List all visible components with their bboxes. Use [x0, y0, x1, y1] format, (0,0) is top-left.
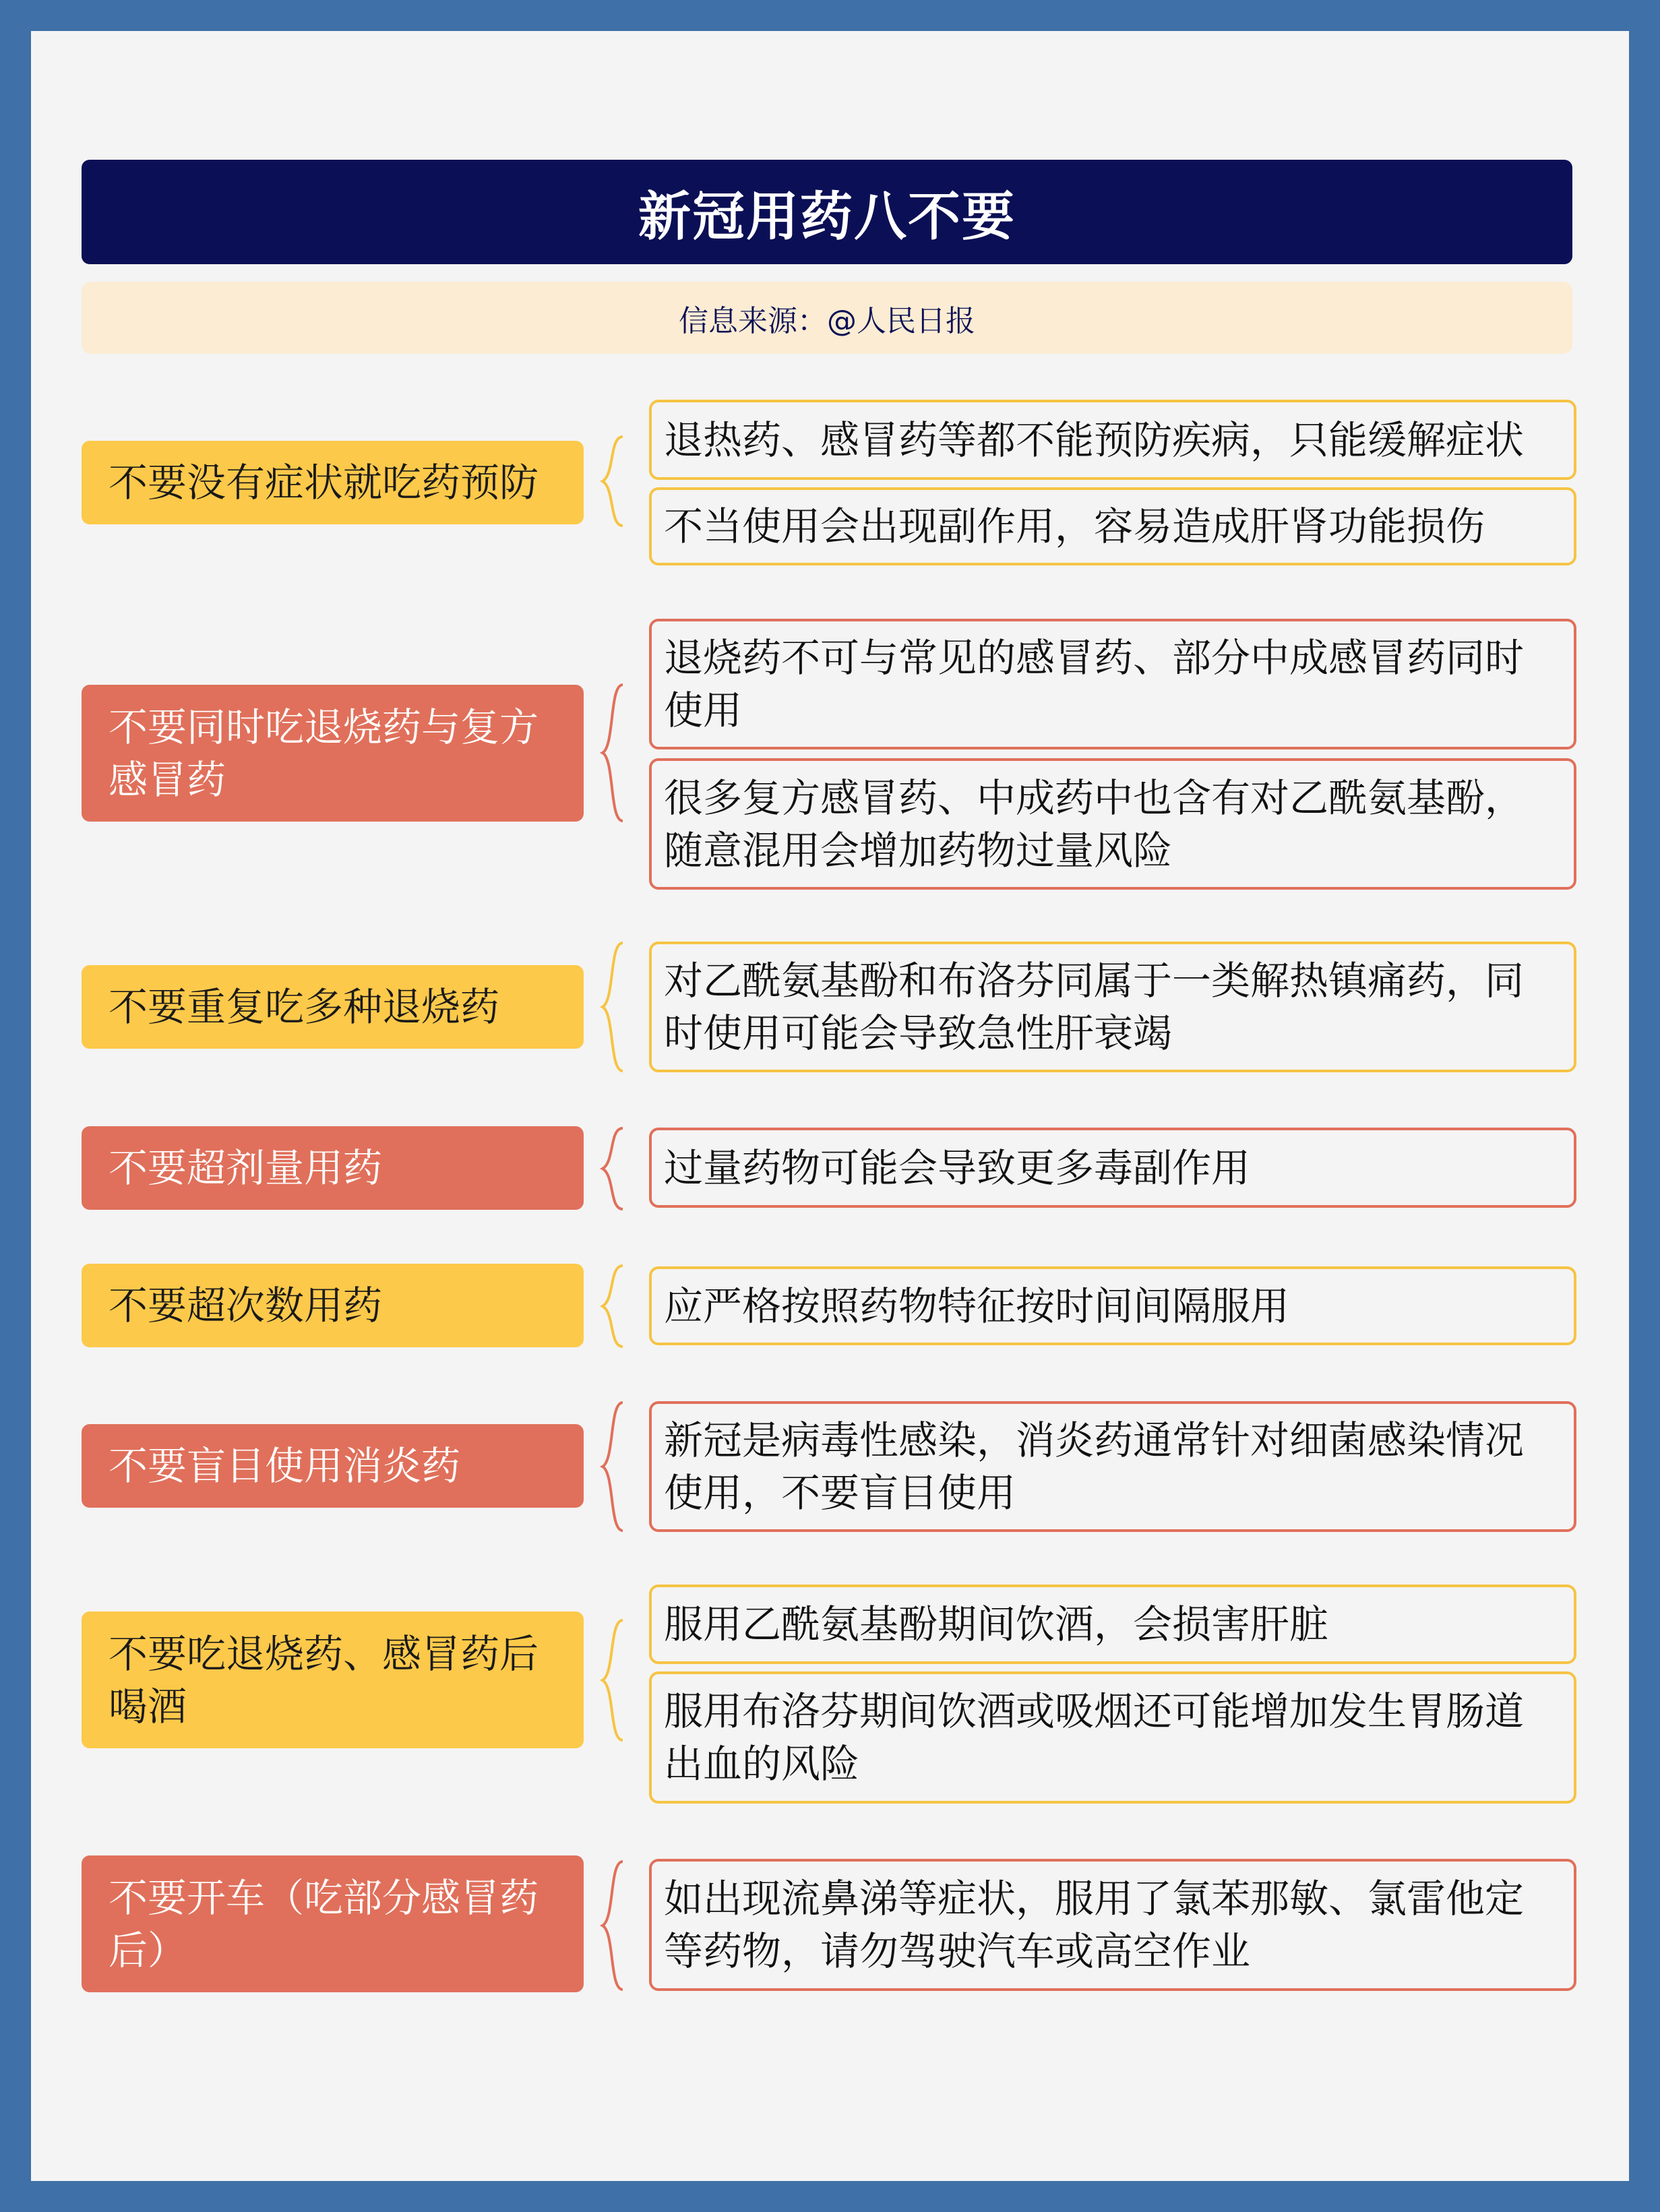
brace-icon — [598, 434, 628, 528]
rule-detail-2b: 很多复方感冒药、中成药中也含有对乙酰氨基酚，随意混用会增加药物过量风险 — [649, 758, 1576, 890]
rule-label-3: 不要重复吃多种退烧药 — [82, 965, 584, 1049]
brace-icon — [598, 682, 628, 824]
page-title: 新冠用药八不要 — [82, 160, 1572, 264]
brace-icon — [598, 1126, 628, 1212]
rule-label-7: 不要吃退烧药、感冒药后喝酒 — [82, 1611, 584, 1748]
rule-detail-7b: 服用布洛芬期间饮酒或吸烟还可能增加发生胃肠道出血的风险 — [649, 1671, 1576, 1804]
rule-label-5: 不要超次数用药 — [82, 1264, 584, 1347]
rule-detail-2a: 退烧药不可与常见的感冒药、部分中成感冒药同时使用 — [649, 619, 1576, 749]
rule-detail-7a: 服用乙酰氨基酚期间饮酒，会损害肝脏 — [649, 1585, 1576, 1664]
rule-label-6: 不要盲目使用消炎药 — [82, 1424, 584, 1508]
source-note: 信息来源：@人民日报 — [82, 282, 1572, 354]
rule-detail-4: 过量药物可能会导致更多毒副作用 — [649, 1128, 1576, 1208]
brace-icon — [598, 1400, 628, 1533]
brace-icon — [598, 1263, 628, 1349]
rule-detail-5: 应严格按照药物特征按时间间隔服用 — [649, 1266, 1576, 1345]
rule-detail-1a: 退热药、感冒药等都不能预防疾病，只能缓解症状 — [649, 400, 1576, 480]
rule-label-8: 不要开车（吃部分感冒药后） — [82, 1855, 584, 1992]
rule-detail-6: 新冠是病毒性感染，消炎药通常针对细菌感染情况使用，不要盲目使用 — [649, 1401, 1576, 1532]
brace-icon — [598, 940, 628, 1074]
rule-detail-3: 对乙酰氨基酚和布洛芬同属于一类解热镇痛药，同时使用可能会导致急性肝衰竭 — [649, 942, 1576, 1072]
rule-detail-1b: 不当使用会出现副作用，容易造成肝肾功能损伤 — [649, 487, 1576, 565]
rule-label-4: 不要超剂量用药 — [82, 1126, 584, 1210]
rule-label-2: 不要同时吃退烧药与复方感冒药 — [82, 685, 584, 822]
rule-label-1: 不要没有症状就吃药预防 — [82, 441, 584, 524]
rule-detail-8: 如出现流鼻涕等症状，服用了氯苯那敏、氯雷他定等药物，请勿驾驶汽车或高空作业 — [649, 1859, 1576, 1991]
brace-icon — [598, 1859, 628, 1992]
brace-icon — [598, 1618, 628, 1743]
